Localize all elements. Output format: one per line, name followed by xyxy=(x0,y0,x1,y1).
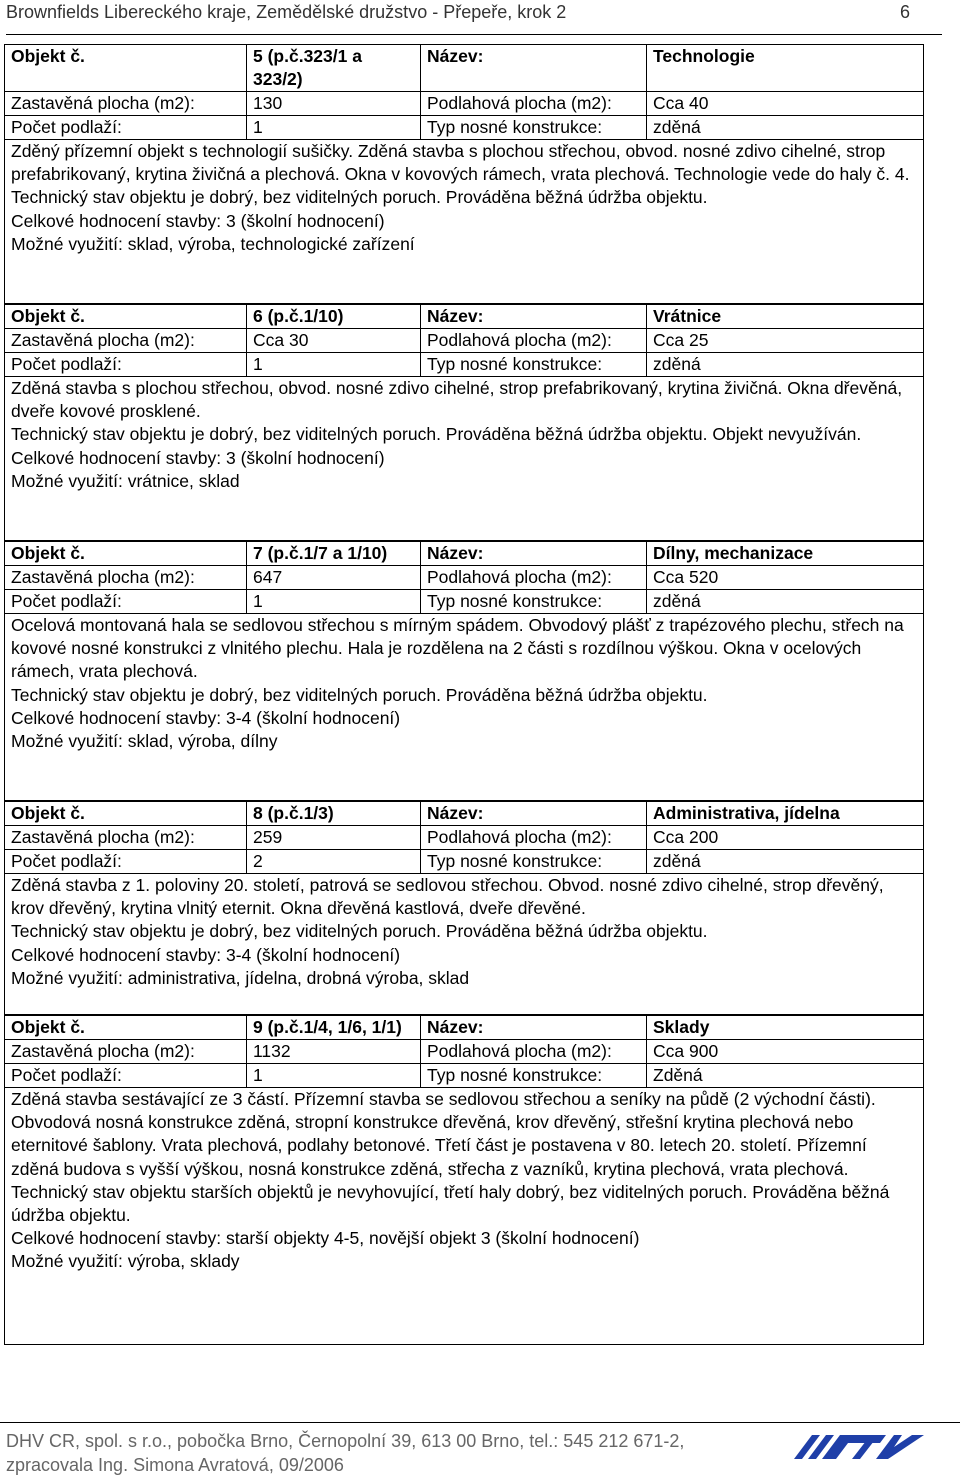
pocet-value: 2 xyxy=(247,850,421,873)
description-text: Zděná stavba z 1. poloviny 20. století, patrová se sedlovou střechou. Obvod. nosné zdivo cihelné, strop dřevěný, krov dřevěný, krytina vlnitý eternit. Okna dřevěná kastlová, dveře dřevěné. xyxy=(11,875,884,919)
overall-rating: Celkové hodnocení stavby: 3-4 (školní hodnocení) xyxy=(11,944,401,965)
typ-value: zděná xyxy=(653,117,701,137)
typ-value: zděná xyxy=(653,591,701,611)
object-description xyxy=(5,614,923,753)
objekt-label: Objekt č. xyxy=(5,1016,247,1039)
object-header-row xyxy=(5,305,923,329)
object-header-row xyxy=(5,45,923,92)
object-header-row xyxy=(5,1016,923,1040)
technical-state: Technický stav objektu je dobrý, bez viditelných poruch. Prováděna běžná údržba objektu. Objekt nevyužíván. xyxy=(11,424,862,445)
area-row xyxy=(5,92,923,116)
zastavena-label: Zastavěná plocha (m2): xyxy=(5,826,247,849)
overall-rating: Celkové hodnocení stavby: 3-4 (školní hodnocení) xyxy=(11,707,401,728)
technical-state: Technický stav objektu je dobrý, bez viditelných poruch. Prováděna běžná údržba objektu. xyxy=(11,684,708,705)
objekt-label: Objekt č. xyxy=(5,542,247,565)
zastavena-label: Zastavěná plocha (m2): xyxy=(5,92,247,115)
page-header xyxy=(6,0,942,35)
overall-rating: Celkové hodnocení stavby: 3 (školní hodnocení) xyxy=(11,210,385,231)
objekt-number: 9 (p.č.1/4, 1/6, 1/1) xyxy=(247,1016,421,1039)
area-row xyxy=(5,566,923,590)
podlahova-label: Podlahová plocha (m2): xyxy=(421,329,647,352)
floors-row xyxy=(5,116,923,140)
nazev-label: Název: xyxy=(421,305,647,328)
possible-use: Možné využití: vrátnice, sklad xyxy=(11,470,240,491)
technical-state: Technický stav objektu je dobrý, bez viditelných poruch. Prováděna běžná údržba objektu. xyxy=(11,921,708,942)
object-description xyxy=(5,874,923,990)
typ-value: Zděná xyxy=(653,1065,703,1085)
pocet-value: 1 xyxy=(247,590,421,613)
objekt-label: Objekt č. xyxy=(5,802,247,825)
pocet-label: Počet podlaží: xyxy=(5,850,247,873)
typ-label: Typ nosné konstrukce: xyxy=(421,850,647,873)
zastavena-value: 647 xyxy=(247,566,421,589)
podlahova-value: Cca 900 xyxy=(653,1041,719,1061)
zastavena-label: Zastavěná plocha (m2): xyxy=(5,329,247,352)
objekt-label: Objekt č. xyxy=(5,45,247,91)
pocet-value: 1 xyxy=(247,1064,421,1087)
footer-author: zpracovala Ing. Simona Avratová, 09/2006 xyxy=(6,1455,344,1475)
objekt-name: Sklady xyxy=(653,1017,710,1037)
page-footer xyxy=(0,1422,960,1477)
typ-label: Typ nosné konstrukce: xyxy=(421,1064,647,1087)
description-text: Ocelová montovaná hala se sedlovou střechou s mírným spádem. Obvodový plášť z trapézového plechu, střech na kovové nosné konstrukci z vlnitého plechu. Hala je rozdělena na 2 části s rozdílnou výškou. Okna v ocelových rámech, vrata plechová. xyxy=(11,615,904,682)
area-row xyxy=(5,1040,923,1064)
description-text: Zděná stavba sestávající ze 3 částí. Přízemní stavba se sedlovou střechou a seníky na půdě (2 východní části). Obvodová nosná konstrukce zděná, stropní konstrukce dřevěná, krov dřevěný, střešní krytina plechová nebo eternitové šablony. Vrata plechová, podlahy betonové. Třetí část je postavena v 80. letech 20. století. Přízemní zděná budova s vyšší výškou, nosná konstrukce zděná, střecha z vazníků, krytina plechová, vrata plechová. xyxy=(11,1089,876,1179)
object-block xyxy=(4,1015,924,1345)
typ-label: Typ nosné konstrukce: xyxy=(421,353,647,376)
possible-use: Možné využití: sklad, výroba, dílny xyxy=(11,731,278,752)
nazev-label: Název: xyxy=(421,802,647,825)
possible-use: Možné využití: sklad, výroba, technologické zařízení xyxy=(11,233,415,254)
typ-value: zděná xyxy=(653,851,701,871)
podlahova-label: Podlahová plocha (m2): xyxy=(421,566,647,589)
zastavena-value: 1132 xyxy=(247,1040,421,1063)
floors-row xyxy=(5,1064,923,1088)
objekt-name: Vrátnice xyxy=(653,306,722,326)
pocet-label: Počet podlaží: xyxy=(5,590,247,613)
nazev-label: Název: xyxy=(421,542,647,565)
pocet-value: 1 xyxy=(247,116,421,139)
podlahova-label: Podlahová plocha (m2): xyxy=(421,92,647,115)
object-description xyxy=(5,377,923,493)
pocet-label: Počet podlaží: xyxy=(5,353,247,376)
footer-address: DHV CR, spol. s r.o., pobočka Brno, Černopolní 39, 613 00 Brno, tel.: 545 212 671-2, xyxy=(6,1431,685,1451)
page-number: 6 xyxy=(899,2,910,22)
podlahova-value: Cca 200 xyxy=(653,827,719,847)
zastavena-value: 259 xyxy=(247,826,421,849)
overall-rating: Celkové hodnocení stavby: starší objekty 4-5, novější objekt 3 (školní hodnocení) xyxy=(11,1228,640,1249)
description-text: Zděný přízemní objekt s technologií sušičky. Zděná stavba s plochou střechou, obvod. nosné zdivo cihelné, strop prefabrikovaný, krytina živičná a plechová. Okna v kovových rámech, vrata plechová. Technologie vede do haly č. 4. xyxy=(11,141,910,185)
area-row xyxy=(5,329,923,353)
podlahova-value: Cca 25 xyxy=(653,330,709,350)
zastavena-value: Cca 30 xyxy=(247,329,421,352)
floors-row xyxy=(5,850,923,874)
object-description xyxy=(5,140,923,256)
pocet-label: Počet podlaží: xyxy=(5,116,247,139)
objekt-label: Objekt č. xyxy=(5,305,247,328)
object-header-row xyxy=(5,802,923,826)
typ-value: zděná xyxy=(653,354,701,374)
podlahova-label: Podlahová plocha (m2): xyxy=(421,1040,647,1063)
technical-state: Technický stav objektu je dobrý, bez viditelných poruch. Prováděna běžná údržba objektu. xyxy=(11,187,708,208)
objekt-number: 5 (p.č.323/1 a 323/2) xyxy=(247,45,421,91)
podlahova-value: Cca 40 xyxy=(653,93,709,113)
objekt-number: 8 (p.č.1/3) xyxy=(247,802,421,825)
overall-rating: Celkové hodnocení stavby: 3 (školní hodnocení) xyxy=(11,447,385,468)
description-text: Zděná stavba s plochou střechou, obvod. nosné zdivo cihelné, strop prefabrikovaný, krytina živičná. Okna dřevěná, dveře kovové prosklené. xyxy=(11,378,903,422)
typ-label: Typ nosné konstrukce: xyxy=(421,116,647,139)
nazev-label: Název: xyxy=(421,45,647,91)
object-block xyxy=(4,801,924,1015)
floors-row xyxy=(5,590,923,614)
possible-use: Možné využití: výroba, sklady xyxy=(11,1251,240,1272)
footer-text xyxy=(6,1429,684,1477)
podlahova-label: Podlahová plocha (m2): xyxy=(421,826,647,849)
zastavena-label: Zastavěná plocha (m2): xyxy=(5,1040,247,1063)
object-description xyxy=(5,1088,923,1274)
objekt-number: 7 (p.č.1/7 a 1/10) xyxy=(247,542,421,565)
podlahova-value: Cca 520 xyxy=(653,567,719,587)
objekt-name: Dílny, mechanizace xyxy=(653,543,814,563)
floors-row xyxy=(5,353,923,377)
objekt-name: Administrativa, jídelna xyxy=(653,803,840,823)
technical-state: Technický stav objektu starších objektů je nevyhovující, třetí haly dobrý, bez viditelných poruch. Prováděna běžná údržba objektu. xyxy=(11,1181,890,1226)
pocet-label: Počet podlaží: xyxy=(5,1064,247,1087)
zastavena-label: Zastavěná plocha (m2): xyxy=(5,566,247,589)
area-row xyxy=(5,826,923,850)
object-block xyxy=(4,541,924,801)
nazev-label: Název: xyxy=(421,1016,647,1039)
objekt-name: Technologie xyxy=(653,46,755,66)
zastavena-value: 130 xyxy=(247,92,421,115)
dhv-logo xyxy=(790,1429,930,1467)
object-header-row xyxy=(5,542,923,566)
header-title: Brownfields Libereckého kraje, Zemědělské družstvo - Přepeře, krok 2 xyxy=(6,2,567,22)
object-block xyxy=(4,304,924,541)
object-block xyxy=(4,44,924,304)
possible-use: Možné využití: administrativa, jídelna, drobná výroba, sklad xyxy=(11,967,470,988)
objekt-number: 6 (p.č.1/10) xyxy=(247,305,421,328)
pocet-value: 1 xyxy=(247,353,421,376)
typ-label: Typ nosné konstrukce: xyxy=(421,590,647,613)
